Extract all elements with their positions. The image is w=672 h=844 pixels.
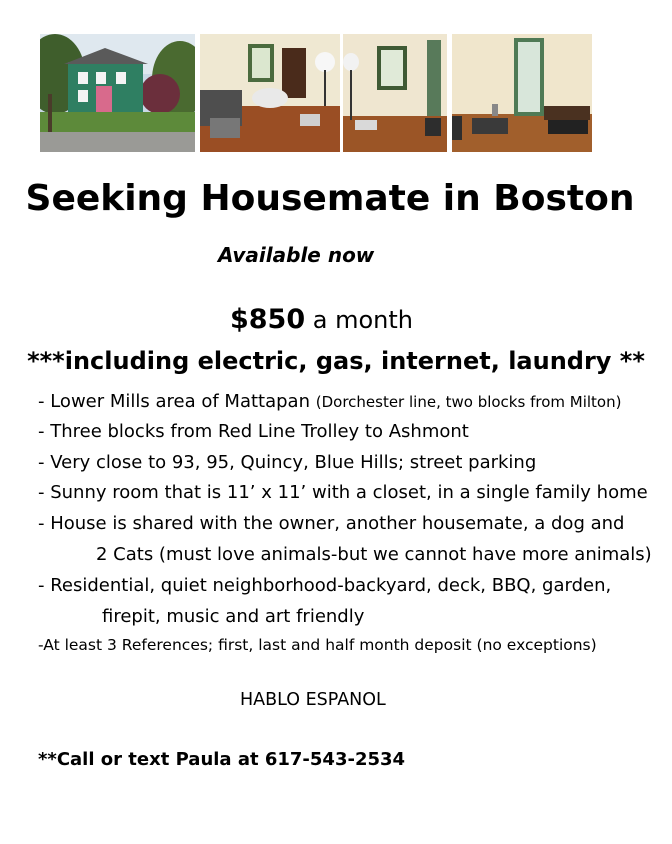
detail-room: - Sunny room that is 11’ x 11’ with a closet, in a single family home xyxy=(38,482,648,503)
detail-transit: - Three blocks from Red Line Trolley to Ashmont xyxy=(38,421,469,442)
price-line xyxy=(0,304,643,335)
room-window-photo xyxy=(343,34,447,152)
house-exterior-photo xyxy=(40,34,195,152)
price-period: a month xyxy=(312,306,414,334)
spanish-note: HABLO ESPANOL xyxy=(240,690,386,710)
contact-line: **Call or text Paula at 617-543-2534 xyxy=(38,749,406,770)
living-room-photo xyxy=(200,34,340,152)
detail-location-main: - Lower Mills area of Mattapan xyxy=(38,391,310,412)
page-title: Seeking Housemate in Boston xyxy=(25,178,635,219)
detail-location-note: (Dorchester line, two blocks from Milton) xyxy=(315,393,622,411)
detail-neighborhood: - Residential, quiet neighborhood-backyard, deck, BBQ, garden, xyxy=(38,575,612,596)
detail-references: -At least 3 References; first, last and half month deposit (no exceptions) xyxy=(38,636,597,654)
detail-shared: - House is shared with the owner, another housemate, a dog and xyxy=(38,513,625,534)
price-amount: $850 xyxy=(229,304,306,335)
detail-neighborhood-cont: firepit, music and art friendly xyxy=(102,606,365,627)
detail-location xyxy=(38,391,621,412)
utilities-included: ***including electric, gas, internet, laundry ** xyxy=(27,347,645,375)
room-door-photo xyxy=(452,34,592,152)
availability-label: Available now xyxy=(218,243,375,267)
detail-shared-cont: 2 Cats (must love animals-but we cannot have more animals) xyxy=(96,544,652,565)
detail-highways: - Very close to 93, 95, Quincy, Blue Hills; street parking xyxy=(38,452,537,473)
